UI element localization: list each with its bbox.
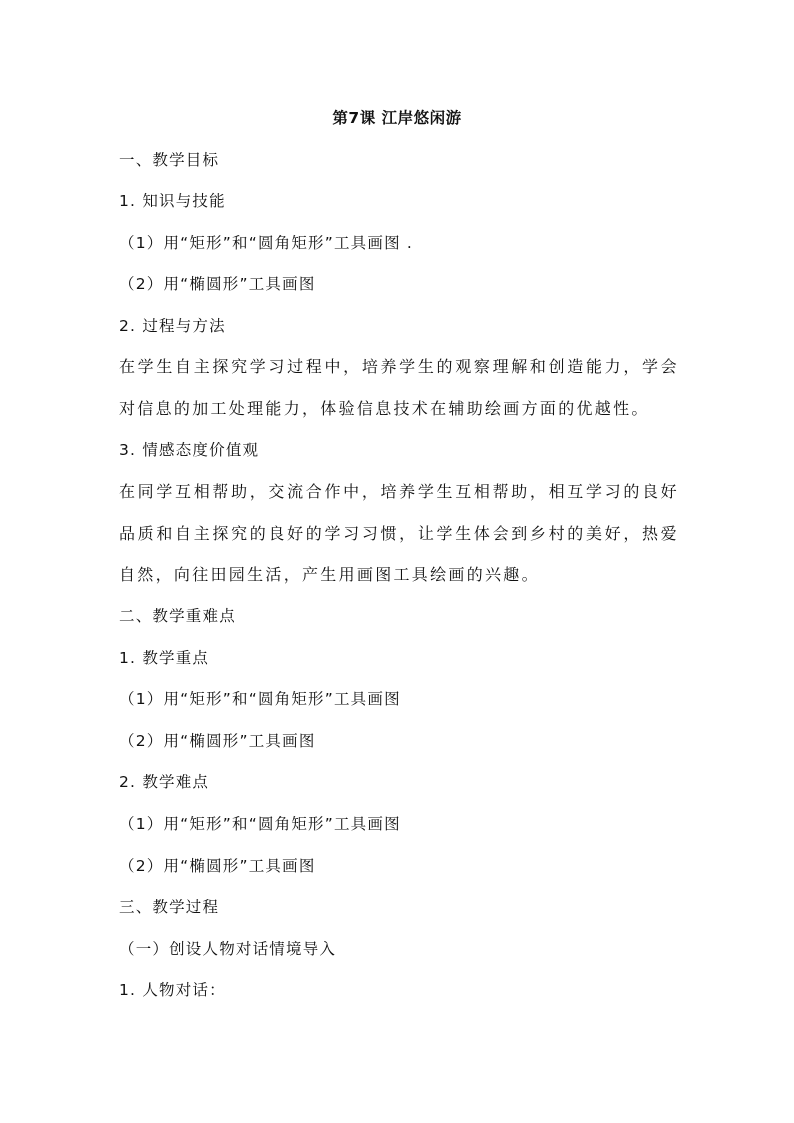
subheading-knowledge-skills: 1. 知识与技能 <box>119 192 226 210</box>
list-item: （1）用“矩形”和“圆角矩形”工具画图 <box>119 690 401 708</box>
list-item: （2）用“椭圆形”工具画图 <box>119 732 316 750</box>
subheading-key-points: 1. 教学重点 <box>119 649 210 667</box>
subheading-dialogue: 1. 人物对话： <box>119 981 226 999</box>
page-title: 第7课 江岸悠闲游 <box>332 109 462 127</box>
section-heading-process: 三、教学过程 <box>119 898 220 916</box>
subheading-attitude-values: 3. 情感态度价值观 <box>119 441 260 459</box>
subheading-process-method: 2. 过程与方法 <box>119 317 226 335</box>
subheading-intro: （一）创设人物对话情境导入 <box>119 940 337 958</box>
section-heading-key-points: 二、教学重难点 <box>119 607 236 625</box>
section-heading-objectives: 一、教学目标 <box>119 151 220 169</box>
list-item: （2）用“椭圆形”工具画图 <box>119 275 316 293</box>
list-item: （1）用“矩形”和“圆角矩形”工具画图 . <box>119 234 414 252</box>
paragraph-attitude-values: 在同学互相帮助，交流合作中，培养学生互相帮助，相互学习的良好品质和自主探究的良好的学习习惯，让学生体会到乡村的美好，热爱自然，向往田园生活，产生用画图工具绘画的兴趣。 <box>119 482 679 584</box>
subheading-difficulties: 2. 教学难点 <box>119 773 210 791</box>
list-item: （2）用“椭圆形”工具画图 <box>119 857 316 875</box>
paragraph-process-method: 在学生自主探究学习过程中，培养学生的观察理解和创造能力，学会对信息的加工处理能力，体验信息技术在辅助绘画方面的优越性。 <box>119 357 679 418</box>
list-item: （1）用“矩形”和“圆角矩形”工具画图 <box>119 815 401 833</box>
